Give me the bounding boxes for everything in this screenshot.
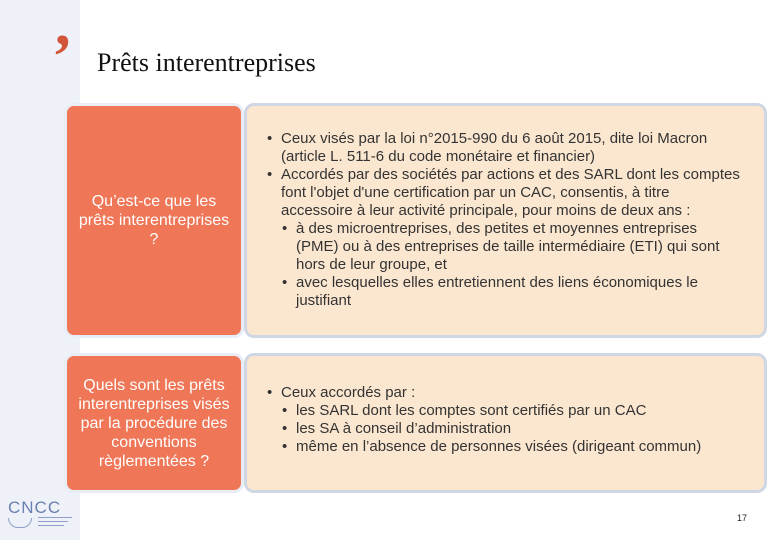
answer-2-subitem: • les SARL dont les comptes sont certifiés par un CAC	[261, 402, 742, 420]
slide-title: Prêts interentreprises	[97, 48, 316, 77]
page-number: 17	[737, 513, 748, 523]
answer-1-subitem: • avec lesquelles elles entretiennent des liens économiques le justifiant	[261, 274, 742, 310]
answer-box-2	[244, 353, 767, 493]
cncc-logo	[8, 498, 78, 530]
question-1-text: Qu’est-ce que les prêts interentreprises ?	[78, 193, 230, 248]
logo-line	[38, 521, 68, 522]
question-2-text: Quels sont les prêts interentreprises visés par la procédure des conventions règlementées ?	[78, 376, 230, 470]
answer-2-item: • Ceux accordés par :	[261, 384, 742, 402]
logo-line	[38, 517, 72, 518]
answer-1-list	[261, 130, 742, 310]
logo-line	[38, 525, 64, 526]
answer-2-subitem: • les SA à conseil d’administration	[261, 420, 742, 438]
answer-1-subitem: • à des microentreprises, des petites et moyennes entreprises (PME) ou à des entreprises de taille intermédiaire (ETI) qui sont hors de leur groupe, et	[261, 220, 742, 274]
quote-mark-icon: ’	[52, 23, 73, 91]
logo-text: CNCC	[8, 498, 62, 517]
answer-1-item: • Ceux visés par la loi n°2015-990 du 6 août 2015, dite loi Macron (article L. 511-6 du code monétaire et financier)	[261, 130, 742, 166]
answer-2-list	[261, 384, 742, 456]
question-box-2	[64, 353, 244, 493]
answer-box-1	[244, 103, 767, 338]
answer-2-subitem: • même en l’absence de personnes visées (dirigeant commun)	[261, 438, 742, 456]
question-box-1	[64, 103, 244, 338]
answer-1-item: • Accordés par des sociétés par actions et des SARL dont les comptes font l'objet d'une certification par un CAC, consentis, à titre accessoire à leur activité principale, pour moins de deux ans :	[261, 166, 742, 220]
logo-mark-icon	[8, 518, 32, 528]
